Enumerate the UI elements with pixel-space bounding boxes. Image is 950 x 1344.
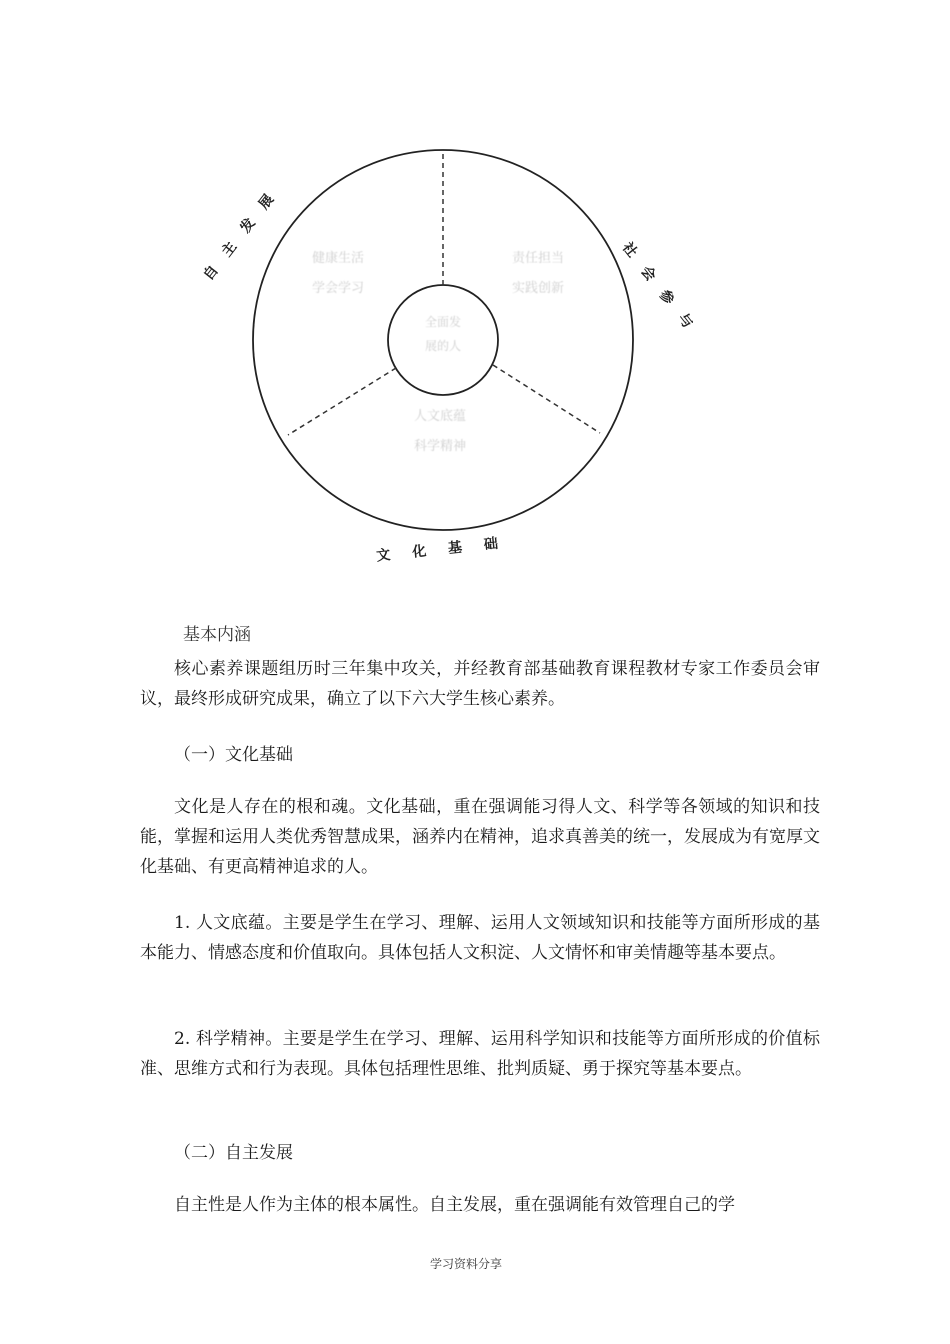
divider-left (288, 368, 396, 435)
page-footer: 学习资料分享 (430, 1257, 503, 1271)
center-text (408, 310, 478, 358)
paragraph-scientific-spirit: 2. 科学精神。主要是学生在学习、理解、运用科学知识和技能等方面所形成的价值标准、思维方式和行为表现。具体包括理性思维、批判质疑、勇于探究等基本要点。 (140, 1029, 820, 1079)
label-top-right: 社会参与 (618, 239, 706, 345)
label-top-left: 自主发展 (200, 179, 287, 284)
sector-bottom-line-1: 人文底蕴 (413, 409, 466, 424)
sector-right-line-1: 责任担当 (511, 251, 564, 266)
sector-left-line-1: 健康生活 (311, 251, 364, 266)
paragraph-self-development: 自主性是人作为主体的根本属性。自主发展，重在强调能有效管理自己的学 (174, 1195, 735, 1215)
sector-bottom-line-2: 科学精神 (413, 439, 466, 454)
sector-left-text (288, 244, 388, 304)
sector-bottom-text (390, 402, 490, 462)
sector-right-text (488, 244, 588, 304)
center-line-1: 全面发 (424, 315, 461, 329)
divider-right (493, 365, 600, 433)
heading-self-development: （二）自主发展 (174, 1143, 293, 1163)
label-bottom: 文化基础 (375, 533, 521, 565)
heading-culture-foundation: （一）文化基础 (174, 745, 293, 765)
paragraph-culture-foundation: 文化是人存在的根和魂。文化基础，重在强调能习得人文、科学等各领域的知识和技能，掌握和运用人类优秀智慧成果，涵养内在精神，追求真善美的统一，发展成为有宽厚文化基础、有更高精神追求的人。 (140, 797, 820, 877)
section-heading-cut: 基本内涵 (183, 625, 251, 645)
paragraph-humanistic-heritage: 1. 人文底蕴。主要是学生在学习、理解、运用人文领域知识和技能等方面所形成的基本能力、情感态度和价值取向。具体包括人文积淀、人文情怀和审美情趣等基本要点。 (140, 913, 820, 963)
paragraph-intro: 核心素养课题组历时三年集中攻关，并经教育部基础教育课程教材专家工作委员会审议，最终形成研究成果，确立了以下六大学生核心素养。 (140, 659, 820, 709)
center-line-2: 展的人 (424, 339, 461, 353)
sector-left-line-2: 学会学习 (311, 281, 364, 296)
sector-right-line-2: 实践创新 (511, 281, 564, 296)
circle-diagram-graphic (200, 150, 700, 570)
core-literacy-diagram (200, 150, 706, 570)
